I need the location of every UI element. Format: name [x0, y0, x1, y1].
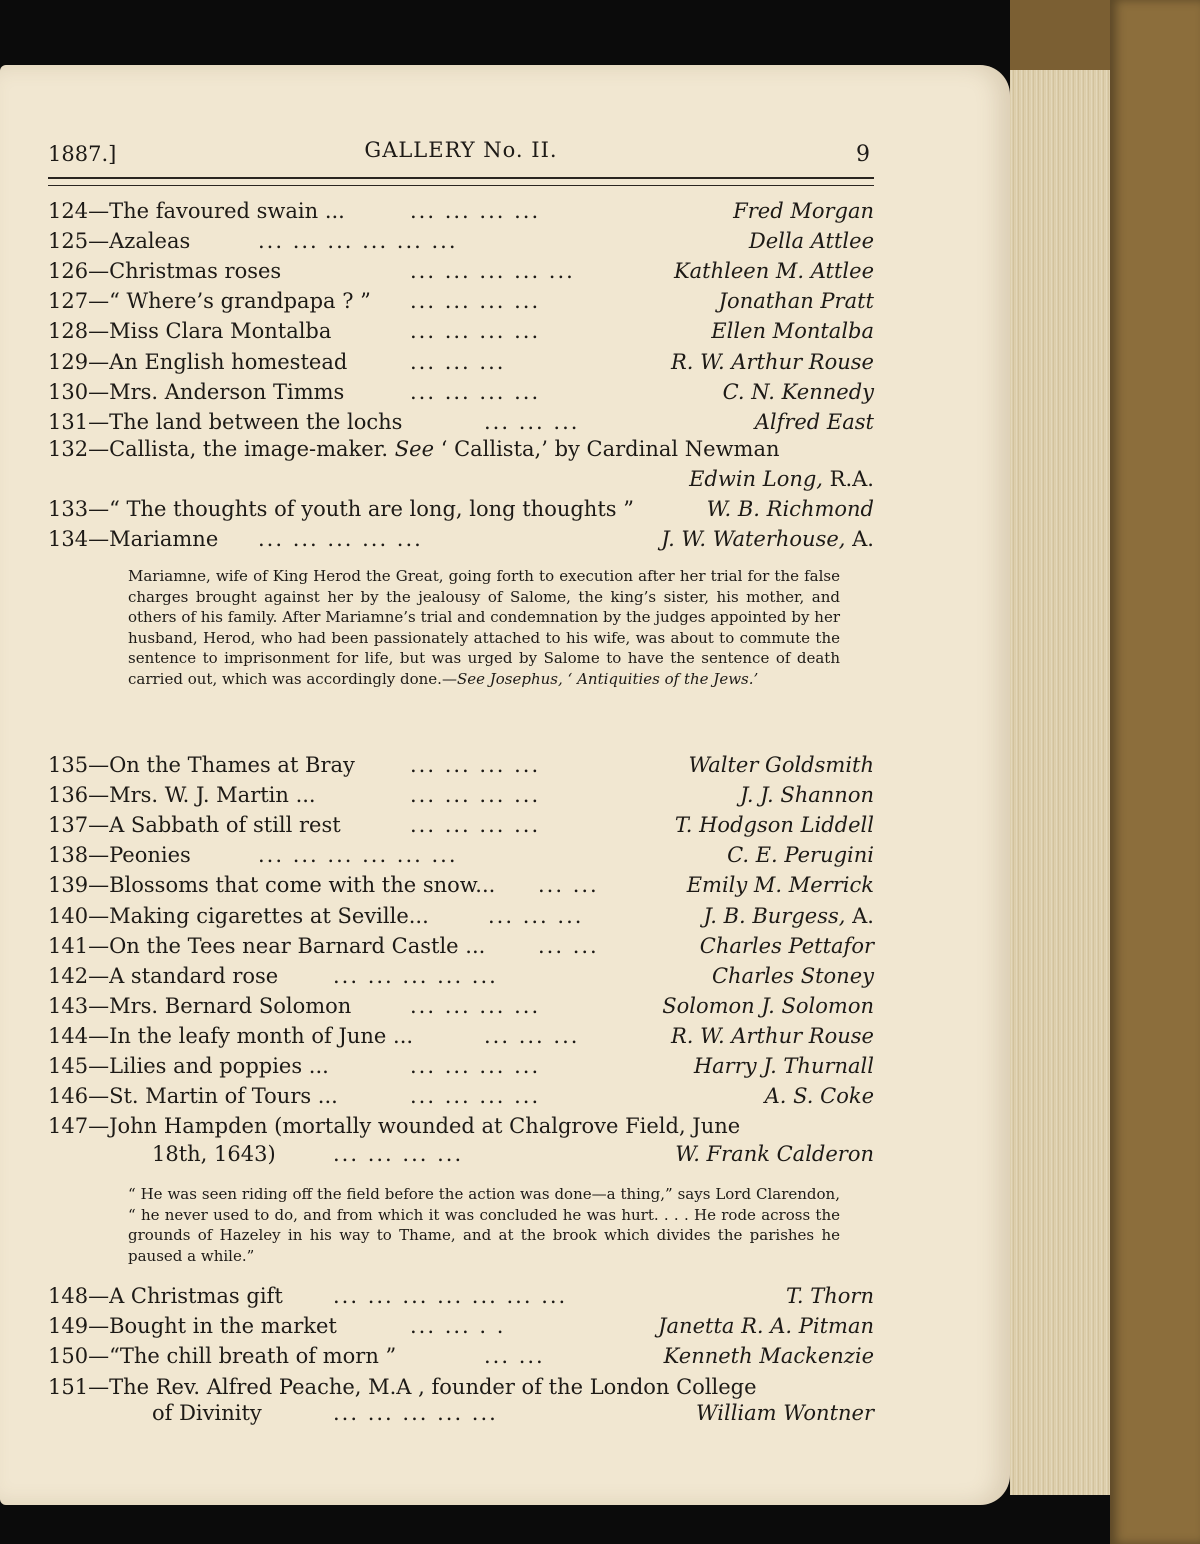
entry-dash: — — [88, 527, 110, 551]
entry-dash: — — [88, 319, 110, 344]
entry-number: 127 — [48, 289, 89, 314]
entry-dash: — — [88, 783, 110, 808]
entry-number: 135 — [48, 753, 89, 777]
entry-artist-group — [723, 377, 874, 407]
catalogue-entry-134 — [48, 524, 874, 554]
entry-leader-dots: ... ... ... — [484, 1023, 580, 1048]
entry-number: 128 — [48, 319, 89, 344]
entry-number: 144 — [48, 1023, 89, 1048]
entry-artist: R. W. Arthur Rouse — [670, 1023, 874, 1048]
entry-leader-dots: ... ... ... ... ... ... — [258, 843, 458, 868]
entry-artist: T. Thorn — [785, 1284, 874, 1308]
entry-title: “The chill breath of morn ” — [109, 1344, 397, 1369]
entry-number: 150 — [48, 1344, 89, 1369]
entry-artist-group — [700, 931, 874, 961]
entry-number: 132 — [48, 437, 89, 461]
entry-leader-dots: ... ... — [538, 873, 599, 898]
note-text: “ He was seen riding off the field before the action was done—a thing,” says Lord Clarendon, “ he never used to do, and from which it was concluded he was hurt. . . . He rode across the grounds of Hazeley in his way to Thame, and at the brook which divides the parishes he paused a while.” — [128, 1185, 840, 1265]
entry-number: 145 — [48, 1054, 89, 1078]
entry-artist-group — [687, 870, 874, 900]
catalogue-entry — [48, 961, 874, 991]
entry-artist-group — [671, 1021, 874, 1051]
entry-number: 142 — [48, 963, 89, 988]
entry-title: Mrs. W. J. Martin ... — [109, 783, 316, 808]
entry-title: A Sabbath of still rest — [109, 813, 341, 838]
entry-dash: — — [88, 903, 110, 928]
catalogue-entry — [48, 1341, 874, 1371]
entry-title: Mrs. Anderson Timms — [109, 379, 345, 404]
entry-leader-dots: ... ... — [484, 1344, 545, 1369]
entry-artist-group — [675, 810, 874, 840]
entry-artist: Solomon J. Solomon — [662, 993, 874, 1018]
entry-artist: R. W. Arthur Rouse — [670, 349, 874, 374]
entry-title: “ Where’s grandpapa ? ” — [109, 289, 371, 314]
entry-leader-dots: ... ... ... ... ... — [258, 527, 423, 551]
entry-title: Lilies and poppies ... — [109, 1054, 329, 1078]
entry-title: Christmas roses — [109, 259, 282, 284]
entry-artist: Emily M. Merrick — [686, 873, 874, 898]
catalogue-entry — [48, 750, 874, 780]
entry-number: 124 — [48, 199, 89, 223]
entry-number: 151 — [48, 1375, 89, 1399]
catalogue-entry — [48, 316, 874, 346]
entry-artist-group — [662, 991, 874, 1021]
page-number: 9 — [856, 142, 870, 167]
entry-artist: Walter Goldsmith — [688, 753, 874, 777]
catalogue-entry — [48, 1081, 874, 1111]
entry-artist: W. Frank Calderon — [675, 1142, 874, 1166]
catalogue-entry — [48, 226, 874, 256]
entry-artist-group — [671, 347, 874, 377]
entry-artist: Della Attlee — [748, 229, 874, 254]
entry-number: 133 — [48, 497, 89, 521]
entry-leader-dots: ... ... ... ... — [333, 1142, 464, 1166]
entry-leader-dots: ... ... ... ... — [410, 289, 541, 314]
entry-number: 140 — [48, 903, 89, 928]
entry-title: Miss Clara Montalba — [109, 319, 332, 344]
see-label: See — [394, 437, 435, 461]
entry-title: A Christmas gift — [109, 1284, 283, 1308]
entry-artist-group — [658, 1311, 874, 1341]
header-double-rule — [48, 177, 874, 186]
entry-leader-dots: ... ... ... ... — [410, 379, 541, 404]
entry-artist-group — [711, 316, 874, 346]
entry-title: Bought in the market — [109, 1314, 337, 1339]
entry-artist: Charles Stoney — [711, 963, 874, 988]
entry-dash: — — [88, 259, 110, 284]
entry-leader-dots: ... ... ... ... — [410, 813, 541, 838]
entry-number: 138 — [48, 843, 89, 868]
entry-dash: — — [88, 1023, 110, 1048]
entry-title-continued: of Divinity — [152, 1401, 262, 1425]
entry-leader-dots: ... ... ... — [488, 903, 584, 928]
catalogue-entry-147-continued — [48, 1139, 874, 1169]
entry-artist-group — [755, 407, 874, 437]
entry-title: In the leafy month of June ... — [109, 1023, 414, 1048]
entry-artist-group — [749, 226, 874, 256]
catalogue-entry — [48, 196, 874, 226]
entry-title-continued: 18th, 1643) — [152, 1142, 276, 1166]
entry-dash: — — [88, 289, 110, 314]
entry-artist: T. Hodgson Liddell — [674, 813, 874, 838]
entry-title: Mariamne — [109, 527, 219, 551]
entry-title: St. Martin of Tours ... — [109, 1084, 338, 1109]
entry-title: The Rev. Alfred Peache, M.A , founder of the London College — [109, 1375, 757, 1399]
entry-artist: Ellen Montalba — [711, 319, 874, 344]
entry-artist-group — [786, 1281, 874, 1311]
entry-dash: — — [88, 963, 110, 988]
entry-number: 147 — [48, 1114, 89, 1138]
entry-artist-suffix: A. — [845, 903, 874, 928]
entry-leader-dots: ... ... ... ... ... — [410, 259, 575, 284]
catalogue-entry — [48, 840, 874, 870]
entry-dash: — — [88, 1344, 110, 1369]
entry-artist: C. N. Kennedy — [722, 379, 874, 404]
entry-number: 149 — [48, 1314, 89, 1339]
entry-dash: — — [88, 437, 110, 461]
entry-leader-dots: ... ... ... ... ... — [333, 1401, 498, 1425]
entry-leader-dots: ... ... ... ... — [410, 1084, 541, 1109]
entry-dash: — — [88, 993, 110, 1018]
entry-dash: — — [88, 1084, 110, 1109]
entry-dash: — — [88, 753, 110, 777]
entry-artist: J. W. Waterhouse, — [661, 527, 846, 551]
entry-dash: — — [88, 1284, 110, 1308]
note-text: Mariamne, wife of King Herod the Great, going forth to execution after her trial for the false charges brought against her by the jealousy of Salome, the king’s sister, his mother, and others of his family. After Mariamne’s trial and condemnation by the judges appointed by her husband, Herod, who had been passionately attached to his wife, was about to commute the sentence to imprisonment for life, but was urged by Salome to have the sentence of death carried out, which was accordingly done.— — [128, 567, 840, 688]
entry-artist-group — [674, 256, 874, 286]
entry-artist: A. S. Coke — [764, 1084, 874, 1109]
entry-title: The favoured swain ... — [109, 199, 345, 223]
note-hampden — [128, 1184, 840, 1266]
note-see-josephus: See Josephus, — [456, 669, 563, 688]
entry-number: 143 — [48, 993, 89, 1018]
entry-dash: — — [88, 497, 110, 521]
entry-title: On the Tees near Barnard Castle ... — [109, 933, 486, 958]
entry-number: 134 — [48, 527, 89, 551]
entry-title: John Hampden (mortally wounded at Chalgrove Field, June — [109, 1114, 741, 1138]
entry-number: 137 — [48, 813, 89, 838]
entry-leader-dots: ... ... ... ... — [410, 753, 541, 777]
note-reference: ‘ Antiquities of the Jews.’ — [562, 669, 759, 688]
entry-number: 141 — [48, 933, 89, 958]
entry-artist-group — [765, 1081, 874, 1111]
entry-artist-group — [733, 196, 874, 226]
entry-artist: Jonathan Pratt — [718, 289, 874, 314]
entry-number: 139 — [48, 873, 89, 898]
entry-number: 131 — [48, 409, 89, 434]
entry-artist-group — [719, 286, 874, 316]
running-header — [48, 138, 874, 170]
catalogue-entry — [48, 931, 874, 961]
entry-title: Callista, the image-maker. — [109, 437, 389, 461]
entry-leader-dots: ... ... ... ... ... ... — [258, 229, 458, 254]
entry-title: Peonies — [109, 843, 191, 868]
entry-number: 126 — [48, 259, 89, 284]
header-gallery-title: GALLERY No. II. — [364, 138, 558, 162]
entry-artist: Kathleen M. Attlee — [673, 259, 874, 284]
entry-artist: C. E. Perugini — [727, 843, 874, 868]
entry-artist: Edwin Long, — [689, 467, 823, 491]
entry-artist-group — [688, 750, 874, 780]
catalogue-entry-151-continued — [48, 1398, 874, 1428]
catalogue-entry — [48, 1281, 874, 1311]
entry-title: Making cigarettes at Seville... — [109, 903, 429, 928]
entry-artist: W. B. Richmond — [706, 497, 874, 521]
entry-title: Mrs. Bernard Solomon — [109, 993, 352, 1018]
entry-artist-group — [694, 1051, 874, 1081]
entry-artist-suffix: A. — [845, 527, 874, 551]
entry-leader-dots: ... ... ... ... ... — [333, 963, 498, 988]
catalogue-entry — [48, 286, 874, 316]
entry-artist: Alfred East — [754, 409, 874, 434]
entry-leader-dots: ... ... ... ... — [410, 993, 541, 1018]
entry-dash: — — [88, 873, 110, 898]
catalogue-entry — [48, 1051, 874, 1081]
entry-dash: — — [88, 1054, 110, 1078]
catalogue-entry — [48, 870, 874, 900]
catalogue-entry — [48, 780, 874, 810]
entry-artist: Janetta R. A. Pitman — [658, 1314, 874, 1339]
entry-dash: — — [88, 1375, 110, 1399]
entry-leader-dots: ... ... ... ... — [410, 1054, 541, 1078]
entry-artist: J. J. Shannon — [740, 783, 874, 808]
book-cover-edge — [1110, 0, 1200, 1544]
entry-dash: — — [88, 229, 110, 254]
entry-dash: — — [88, 349, 110, 374]
entry-title: Blossoms that come with the snow... — [109, 873, 496, 898]
catalogue-entry-147 — [48, 1111, 874, 1141]
catalogue-entry — [48, 1311, 874, 1341]
entry-artist: Harry J. Thurnall — [693, 1054, 874, 1078]
entry-title: The land between the lochs — [109, 409, 403, 434]
entry-leader-dots: ... ... ... — [484, 409, 580, 434]
catalogue-entry-132-artist-line — [48, 464, 874, 494]
entry-dash: — — [88, 933, 110, 958]
entry-number: 148 — [48, 1284, 89, 1308]
entry-number: 130 — [48, 379, 89, 404]
catalogue-entry — [48, 991, 874, 1021]
entry-leader-dots: ... ... ... ... ... ... ... — [333, 1284, 568, 1308]
entry-dash: — — [88, 409, 110, 434]
catalogue-entry — [48, 810, 874, 840]
entry-reference: ‘ Callista,’ by Cardinal Newman — [440, 437, 780, 461]
entry-leader-dots: ... ... ... ... — [410, 319, 541, 344]
entry-artist: J. B. Burgess, — [703, 903, 846, 928]
entry-number: 146 — [48, 1084, 89, 1109]
catalogue-entry-133 — [48, 494, 874, 524]
entry-artist-group — [727, 840, 874, 870]
entry-title: A standard rose — [109, 963, 279, 988]
entry-dash: — — [88, 813, 110, 838]
entry-number: 125 — [48, 229, 89, 254]
entry-leader-dots: ... ... ... — [410, 349, 506, 374]
entry-title: An English homestead — [109, 349, 348, 374]
entry-number: 136 — [48, 783, 89, 808]
catalogue-entry-132 — [48, 434, 874, 464]
entry-title: “ The thoughts of youth are long, long thoughts ” — [109, 497, 634, 521]
entry-artist-group — [712, 961, 874, 991]
entry-dash: — — [88, 1314, 110, 1339]
entry-dash: — — [88, 1114, 110, 1138]
catalogue-entry — [48, 377, 874, 407]
catalogue-entry — [48, 256, 874, 286]
entry-artist: Fred Morgan — [733, 199, 874, 223]
entry-dash: — — [88, 379, 110, 404]
entry-artist-group — [703, 901, 874, 931]
catalogue-entry — [48, 347, 874, 377]
catalogue-entry — [48, 1021, 874, 1051]
entry-leader-dots: ... ... ... ... — [410, 199, 541, 223]
entry-leader-dots: ... ... . . — [410, 1314, 506, 1339]
entry-artist-suffix: R.A. — [822, 467, 874, 491]
entry-title: On the Thames at Bray — [109, 753, 355, 777]
entry-title: Azaleas — [109, 229, 191, 254]
entry-artist: William Wontner — [696, 1401, 874, 1425]
entry-leader-dots: ... ... ... ... — [410, 783, 541, 808]
note-mariamne — [128, 566, 840, 689]
header-year: 1887.] — [48, 142, 117, 166]
entry-artist: Kenneth Mackenzie — [663, 1344, 874, 1369]
entry-dash: — — [88, 843, 110, 868]
entry-leader-dots: ... ... — [538, 933, 599, 958]
entry-artist-group — [740, 780, 874, 810]
catalogue-entry — [48, 901, 874, 931]
entry-dash: — — [88, 199, 110, 223]
entry-artist: Charles Pettafor — [699, 933, 874, 958]
entry-number: 129 — [48, 349, 89, 374]
catalogue-entry — [48, 407, 874, 437]
entry-artist-group — [664, 1341, 874, 1371]
